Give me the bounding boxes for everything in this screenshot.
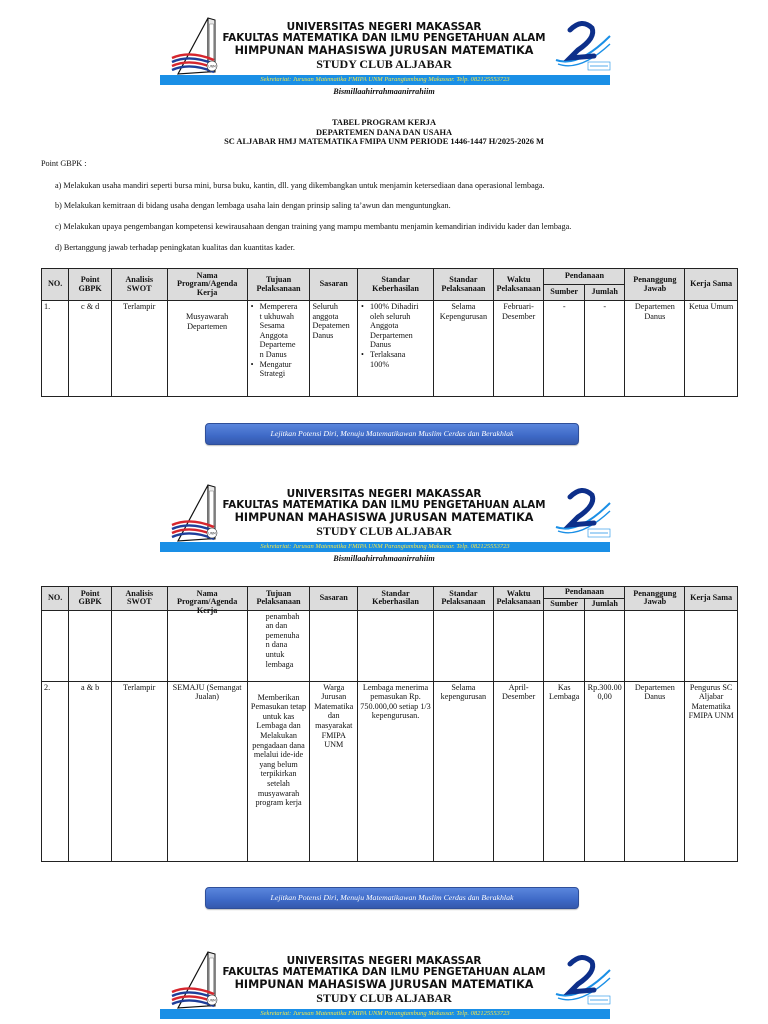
- cell-analisis: Terlampir: [111, 681, 167, 861]
- header-standar-pelaksanaan: Standar Pelaksanaan: [434, 587, 494, 611]
- header-penanggung-jawab: Penanggung Jawab: [625, 587, 685, 611]
- header-tujuan: Tujuan Pelaksanaan: [247, 269, 310, 301]
- cell-empty: [584, 610, 625, 681]
- study-club-aljabar-logo-icon: [548, 950, 614, 1014]
- faculty-name: FAKULTAS MATEMATIKA DAN ILMU PENGETAHUAN ALAM: [222, 966, 546, 978]
- cell-no: 1.: [42, 301, 69, 397]
- list-item: • Mempererat ukhuwah Sesama Anggota Departemen Danus: [260, 302, 308, 360]
- university-name: UNIVERSITAS NEGERI MAKASSAR: [286, 21, 482, 33]
- cell-empty: [544, 610, 585, 681]
- study-club-aljabar-logo-icon: [548, 16, 614, 80]
- cell-empty: [685, 610, 738, 681]
- list-item: • 100% Dihadiri oleh seluruh Anggota Derpartemen Danus: [370, 302, 431, 350]
- cell-standar-keberhasilan: Lembaga menerima pemasukan Rp. 750.000,00 setiap 1/3 kepengurusan.: [358, 681, 434, 861]
- header-penanggung-jawab: Penanggung Jawab: [625, 269, 685, 301]
- association-name: HIMPUNAN MAHASISWA JURUSAN MATEMATIKA: [234, 511, 534, 524]
- cell-standar-keberhasilan: [358, 301, 434, 397]
- cell-jumlah: -: [584, 301, 625, 397]
- bismillah: Bismillaahirrahmaanirrahiim: [333, 554, 435, 563]
- cell-empty: [111, 610, 167, 681]
- header-pendanaan: Pendanaan: [544, 269, 625, 285]
- footer-motto: Lejitkan Potensi Diri, Menuju Matematikawan Muslim Cerdas dan Berakhlak: [205, 423, 579, 445]
- cell-empty: [358, 610, 434, 681]
- bismillah: Bismillaahirrahmaanirrahiim: [333, 87, 435, 96]
- header-kerja-sama: Kerja Sama: [685, 269, 738, 301]
- point-item-b: b) Melakukan kemitraan di bidang usaha dengan lembaga usaha lain dengan prinsip saling ta’awun dan menguntungkan.: [55, 201, 451, 210]
- cell-empty: [434, 610, 494, 681]
- secretariat-band: Sekretariat: Jurusan Matematika FMIPA UNM Parangtambung Makassar. Telp. 082125553723: [160, 75, 610, 85]
- header-no: NO.: [42, 587, 69, 611]
- header-sumber: Sumber: [544, 599, 585, 611]
- cell-tujuan-continued: penambahan dan pemenuhan dana untuk lembaga: [247, 610, 310, 681]
- cell-penanggung-jawab: Departemen Danus: [625, 301, 685, 397]
- header-sasaran: Sasaran: [310, 587, 358, 611]
- cell-waktu: Februari-Desember: [493, 301, 544, 397]
- university-name: UNIVERSITAS NEGERI MAKASSAR: [286, 488, 482, 500]
- header-kerja-sama: Kerja Sama: [685, 587, 738, 611]
- cell-standar-pelaksanaan: Selama Kepengurusan: [434, 301, 494, 397]
- table-row: [42, 681, 738, 861]
- cell-kerja-sama: Pengurus SC Aljabar Matematika FMIPA UNM: [685, 681, 738, 861]
- header-sumber: Sumber: [544, 285, 585, 301]
- doc-title-3: SC ALJABAR HMJ MATEMATIKA FMIPA UNM PERIODE 1446-1447 H/2025-2026 M: [224, 137, 544, 146]
- letterhead-page-3: [0, 948, 768, 1024]
- header-no: NO.: [42, 269, 69, 301]
- header-sasaran: Sasaran: [310, 269, 358, 301]
- letterhead-page-1: [0, 14, 768, 114]
- cell-kerja-sama: Ketua Umum: [685, 301, 738, 397]
- cell-sasaran: Warga Jurusan Matematika dan masyarakat FMIPA UNM: [310, 681, 358, 861]
- header-standar-pelaksanaan: Standar Pelaksanaan: [434, 269, 494, 301]
- doc-title-2: DEPARTEMEN DANA DAN USAHA: [315, 127, 453, 137]
- list-item: • Terlaksana 100%: [370, 350, 431, 369]
- association-name: HIMPUNAN MAHASISWA JURUSAN MATEMATIKA: [234, 978, 534, 991]
- footer-motto: Lejitkan Potensi Diri, Menuju Matematikawan Muslim Cerdas dan Berakhlak: [205, 887, 579, 909]
- header-analisis-swot: Analisis SWOT: [111, 587, 167, 611]
- doc-title-1: TABEL PROGRAM KERJA: [331, 118, 437, 127]
- header-analisis-swot: Analisis SWOT: [111, 269, 167, 301]
- point-gbpk-label: Point GBPK :: [41, 159, 87, 168]
- secretariat-band: Sekretariat: Jurusan Matematika FMIPA UNM Parangtambung Makassar. Telp. 082125553723: [160, 542, 610, 552]
- header-point-gbpk: Point GBPK: [69, 587, 112, 611]
- cell-nama: SEMAJU (Semangat Jualan): [167, 681, 247, 861]
- cell-no: 2.: [42, 681, 69, 861]
- program-table-page-2: [41, 586, 738, 862]
- association-name: HIMPUNAN MAHASISWA JURUSAN MATEMATIKA: [234, 44, 534, 57]
- cell-empty: [167, 610, 247, 681]
- header-jumlah: Jumlah: [584, 285, 625, 301]
- point-item-c: c) Melakukan upaya pengembangan kompetensi kewirausahaan dengan training yang mampu membantu menjamin kemandirian individu kader dan lembaga.: [55, 222, 572, 231]
- club-name: STUDY CLUB ALJABAR: [316, 57, 452, 71]
- cell-empty: [310, 610, 358, 681]
- point-item-d: d) Bertanggung jawab terhadap peningkatan kualitas dan kuantitas kader.: [55, 243, 295, 252]
- table-row: [42, 610, 738, 681]
- cell-tujuan: [247, 301, 310, 397]
- svg-text:UNM: UNM: [208, 531, 216, 536]
- letterhead-page-2: [0, 481, 768, 581]
- svg-text:UNM: UNM: [208, 998, 216, 1003]
- faculty-name: FAKULTAS MATEMATIKA DAN ILMU PENGETAHUAN ALAM: [222, 32, 546, 44]
- header-standar-keberhasilan: Standar Keberhasilan: [358, 269, 434, 301]
- header-pendanaan: Pendanaan: [544, 587, 625, 599]
- cell-point: c & d: [69, 301, 112, 397]
- header-waktu: Waktu Pelaksanaan: [493, 587, 544, 611]
- secretariat-band: Sekretariat: Jurusan Matematika FMIPA UNM Parangtambung Makassar. Telp. 082125553723: [160, 1009, 610, 1019]
- header-point-gbpk: Point GBPK: [69, 269, 112, 301]
- header-standar-keberhasilan: Standar Keberhasilan: [358, 587, 434, 611]
- cell-standar-pelaksanaan: Selama kepengurusan: [434, 681, 494, 861]
- university-name: UNIVERSITAS NEGERI MAKASSAR: [286, 955, 482, 967]
- header-nama-program: Nama Program/Agenda Kerja: [167, 269, 247, 301]
- header-waktu: Waktu Pelaksanaan: [493, 269, 544, 301]
- header-tujuan: Tujuan Pelaksanaan: [247, 587, 310, 611]
- club-name: STUDY CLUB ALJABAR: [316, 524, 452, 538]
- faculty-name: FAKULTAS MATEMATIKA DAN ILMU PENGETAHUAN ALAM: [222, 499, 546, 511]
- cell-sumber: Kas Lembaga: [544, 681, 585, 861]
- header-jumlah: Jumlah: [584, 599, 625, 611]
- list-item: • Mengatur Strategi: [260, 360, 308, 379]
- cell-jumlah: Rp.300.000,00: [584, 681, 625, 861]
- cell-empty: [493, 610, 544, 681]
- cell-sumber: -: [544, 301, 585, 397]
- cell-point: a & b: [69, 681, 112, 861]
- cell-sasaran: Seluruh anggota Depatemen Danus: [310, 301, 358, 397]
- cell-nama: Musyawarah Departemen: [167, 301, 247, 397]
- point-item-a: a) Melakukan usaha mandiri seperti bursa mini, bursa buku, kantin, dll. yang dikembangkan untuk menjamin ketersediaan dana operasional lembaga.: [55, 181, 545, 190]
- header-nama-program: Nama Program/Agenda Kerja: [167, 587, 247, 611]
- cell-analisis: Terlampir: [111, 301, 167, 397]
- cell-waktu: April-Desember: [493, 681, 544, 861]
- svg-text:UNM: UNM: [208, 64, 216, 69]
- cell-empty: [69, 610, 112, 681]
- cell-tujuan: Memberikan Pemasukan tetap untuk kas Lembaga dan Melakukan pengadaan dana melalui ide-ide yang belum terpikirkan setelah musyawarah program kerja: [247, 681, 310, 861]
- cell-penanggung-jawab: Departemen Danus: [625, 681, 685, 861]
- club-name: STUDY CLUB ALJABAR: [316, 991, 452, 1005]
- cell-empty: [42, 610, 69, 681]
- program-table-page-1: [41, 268, 738, 397]
- cell-empty: [625, 610, 685, 681]
- table-row: [42, 301, 738, 397]
- study-club-aljabar-logo-icon: [548, 483, 614, 547]
